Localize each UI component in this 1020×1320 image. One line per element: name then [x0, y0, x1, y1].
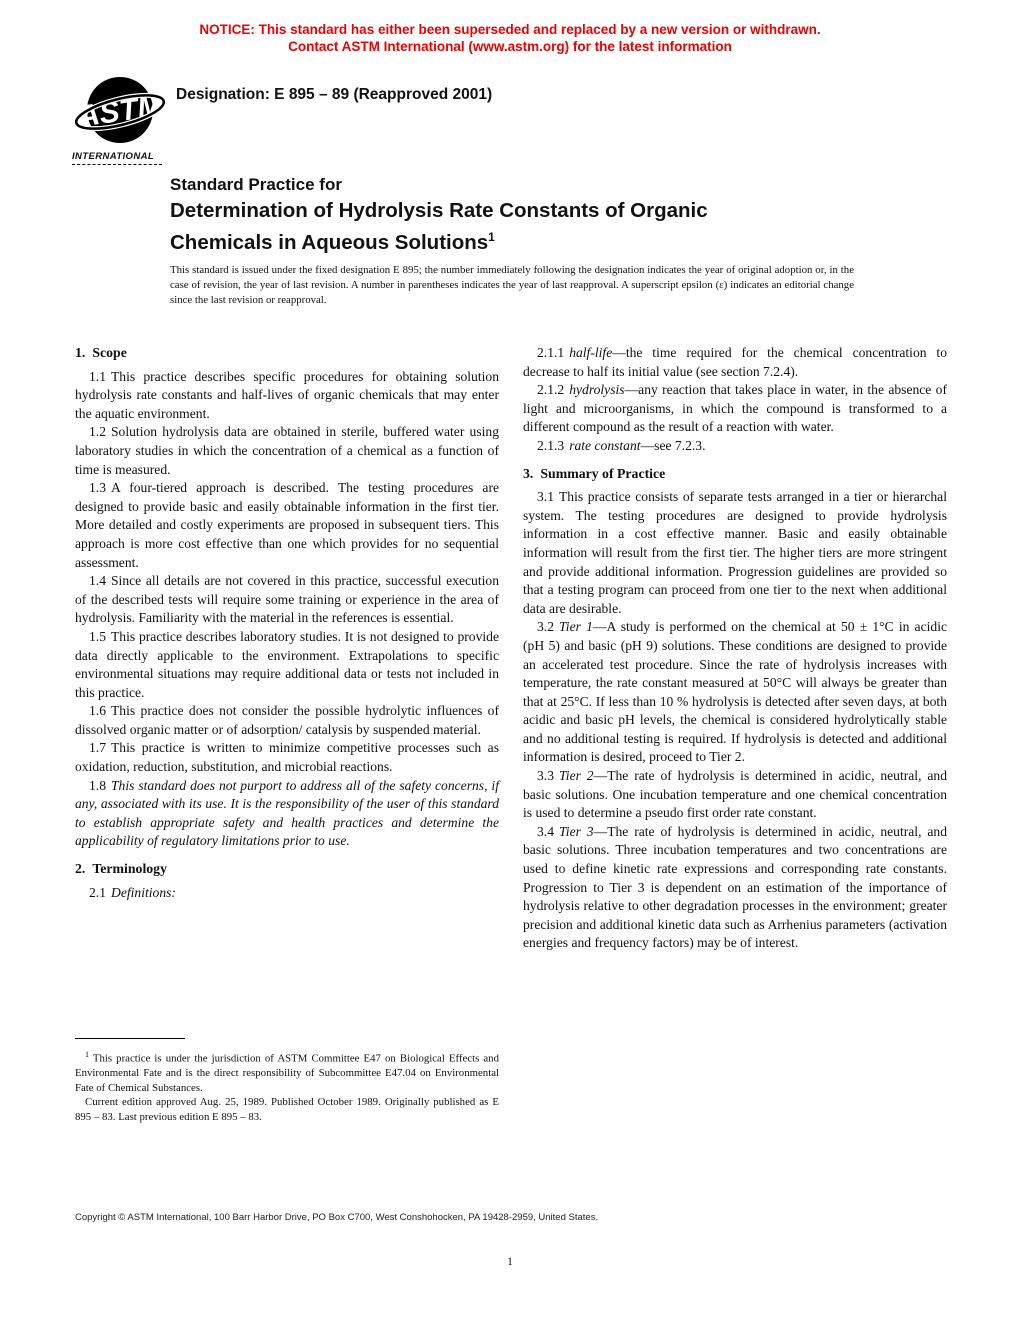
para-2-1-3	[523, 437, 947, 456]
document-title	[170, 172, 708, 256]
footnote-line-1	[75, 1048, 499, 1095]
para-term: Tier 2	[559, 768, 594, 784]
para-text: This practice describes specific procedures for obtaining solution hydrolysis rate constants and half-lives of organic chemicals that may enter the aquatic environment.	[75, 368, 499, 421]
para-term: Tier 1	[559, 619, 593, 635]
section-number: 1.	[75, 345, 86, 360]
para-1-4	[75, 572, 499, 628]
page-number: 1	[507, 1256, 513, 1268]
para-text: This practice consists of separate tests arranged in a tier or hierarchal system. The testing procedures are designed to provide hydrolysis information in a cost effective manner. Basic and easily obtainable information will result from the first tier. The higher tiers are more stringent and provide additional information. Progression guidelines are provided so that a testing program can proceed from one tier to the next when additional data are desirable.	[523, 489, 947, 616]
para-number: 2.1.2	[537, 382, 565, 398]
footnote-ref: 1	[85, 1050, 89, 1059]
para-text: Solution hydrolysis data are obtained in sterile, buffered water using laboratory studies in which the concentration of a chemical as a function of time is measured.	[75, 424, 499, 477]
para-2-1-2	[523, 381, 947, 437]
title-line-3	[170, 224, 708, 256]
para-3-2	[523, 618, 947, 767]
para-1-2	[75, 423, 499, 479]
para-3-1	[523, 488, 947, 618]
notice-line-1: NOTICE: This standard has either been superseded and replaced by a new version or withdrawn.	[199, 22, 821, 37]
left-column	[75, 344, 499, 902]
para-3-4	[523, 823, 947, 953]
title-line-2: Determination of Hydrolysis Rate Constants of Organic	[170, 199, 708, 222]
section-number: 2.	[75, 861, 86, 877]
para-1-3	[75, 479, 499, 572]
para-text: This practice is written to minimize competitive processes such as oxidation, reduction, substitution, and microbial reactions.	[75, 740, 499, 775]
title-line-1: Standard Practice for	[170, 175, 342, 194]
para-term: Definitions:	[111, 884, 176, 900]
para-number: 1.3	[89, 480, 106, 496]
para-text: This practice does not consider the possible hydrolytic influences of dissolved organic matter or of adsorption/ catalysis by suspended material.	[75, 703, 499, 737]
footnote-text: This practice is under the jurisdiction of ASTM Committee E47 on Biological Effects and Environmental Fate and is the direct responsibility of Subcommittee E47.04 on Environmental Fate of Chemical Substances.	[75, 1052, 499, 1094]
para-number: 2.1	[89, 884, 106, 900]
para-number: 2.1.3	[537, 437, 565, 453]
para-3-3	[523, 767, 947, 823]
para-text: This standard does not purport to address all of the safety concerns, if any, associated with its use. It is the responsibility of the user of this standard to establish appropriate safety and health practices and determine the applicability of regulatory limitations prior to use.	[75, 777, 499, 849]
para-text: —The rate of hydrolysis is determined in acidic, neutral, and basic solutions. One incubation temperature and one chemical concentration is used to determine a pseudo first order rate constant.	[523, 768, 947, 821]
para-number: 3.2	[537, 619, 554, 635]
section-heading-scope	[75, 344, 499, 363]
para-term: hydrolysis	[569, 382, 625, 398]
para-number: 1.4	[89, 573, 106, 589]
para-number: 1.7	[89, 740, 106, 756]
designation: Designation: E 895 – 89 (Reapproved 2001)	[176, 86, 493, 103]
astm-logo-subtitle: INTERNATIONAL	[72, 151, 162, 165]
para-text: —A study is performed on the chemical at 50 ± 1°C in acidic (pH 5) and basic (pH 9) solutions. These conditions are designed to provide an accelerated test procedure. Since the rate of hydrolysis increases with temperature, the rate constant measured at 50°C will always be greater than that at 25°C. If less than 10 % hydrolysis is detected after seven days, at both acidic and basic pH levels, the chemical is considered hydrolytically stable and no additional testing is required. If hydrolysis is detected and additional information is desired, proceed to Tier 2.	[523, 619, 948, 765]
copyright-line: Copyright © ASTM International, 100 Barr Harbor Drive, PO Box C700, West Conshohocken, PA 19428-2959, United States.	[75, 1212, 599, 1223]
para-text: —the time required for the chemical concentration to decrease to half its initial value (see section 7.2.4).	[523, 345, 947, 379]
footnote-line-2: Current edition approved Aug. 25, 1989. Published October 1989. Originally published as E 895 – 83. Last previous edition E 895 – 83.	[75, 1096, 499, 1123]
astm-logo	[72, 74, 168, 165]
para-term: Tier 3	[559, 823, 594, 839]
para-number: 1.5	[89, 628, 106, 644]
svg-text:ASTM: ASTM	[75, 89, 165, 134]
para-number: 1.2	[89, 424, 106, 440]
para-text: —any reaction that takes place in water, in the absence of light and microorganisms, in which the compound is transformed to a different compound as the result of a reaction with water.	[523, 382, 947, 435]
para-number: 3.4	[537, 823, 554, 839]
section-number: 3.	[523, 465, 534, 481]
footnote-rule	[75, 1038, 185, 1039]
para-text: A four-tiered approach is described. The testing procedures are designed to provide basic and easily obtainable information in the first tier. More detailed and costly experiments are proposed in subsequent tiers. This approach is more cost effective than one which provides for no sequential assessment.	[75, 480, 499, 570]
para-1-6	[75, 702, 499, 739]
para-number: 2.1.1	[537, 345, 565, 360]
issue-note: This standard is issued under the fixed designation E 895; the number immediately following the designation indicates the year of original adoption or, in the case of revision, the year of last revision. A number in parentheses indicates the year of last reapproval. A superscript epsilon (ε) indicates an editorial change since the last revision or reapproval.	[170, 264, 854, 306]
para-text: —see 7.2.3.	[640, 437, 706, 453]
para-term: rate constant	[569, 437, 641, 453]
para-text: This practice describes laboratory studies. It is not designed to provide data directly applicable to the environment. Extrapolations to specific environmental situations may require additional data or tests not included in this practice.	[75, 628, 499, 700]
para-2-1	[75, 884, 499, 903]
right-column	[523, 344, 947, 953]
footnote	[75, 1038, 499, 1125]
para-number: 3.1	[537, 489, 554, 505]
section-heading-terminology	[75, 860, 499, 879]
notice-line-2: Contact ASTM International (www.astm.org) for the latest information	[288, 38, 732, 54]
para-term: half-life	[569, 345, 613, 360]
para-2-1-1	[523, 344, 947, 381]
para-number: 3.3	[537, 768, 554, 784]
para-number: 1.8	[89, 777, 106, 793]
para-text: —The rate of hydrolysis is determined in acidic, neutral, and basic solutions. Three incubation temperatures and two concentrations are used to define kinetic rate expressions and corresponding rate constants. Progression to Tier 3 is dependent on an estimation of the importance of hydrolysis relative to other degradation processes in the environment; greater precision and additional kinetic data such as Arrhenius parameters (activation energies and frequency factors) may be of interest.	[523, 823, 947, 951]
para-1-1	[75, 368, 499, 424]
section-title: Summary of Practice	[540, 465, 666, 481]
section-title: Terminology	[92, 861, 167, 877]
title-line-3-text: Chemicals in Aqueous Solutions	[170, 230, 489, 254]
para-number: 1.6	[89, 703, 106, 719]
superseded-notice	[0, 22, 1020, 55]
para-number: 1.1	[89, 368, 106, 384]
title-footnote-ref: 1	[488, 230, 495, 244]
section-title: Scope	[92, 345, 127, 360]
para-text: Since all details are not covered in this practice, successful execution of the described tests will require some training or experience in the area of hydrolysis. Familiarity with the material in the references is essential.	[75, 573, 499, 626]
para-1-5	[75, 628, 499, 702]
para-1-7	[75, 739, 499, 776]
section-heading-summary	[523, 465, 947, 484]
para-1-8	[75, 777, 499, 851]
